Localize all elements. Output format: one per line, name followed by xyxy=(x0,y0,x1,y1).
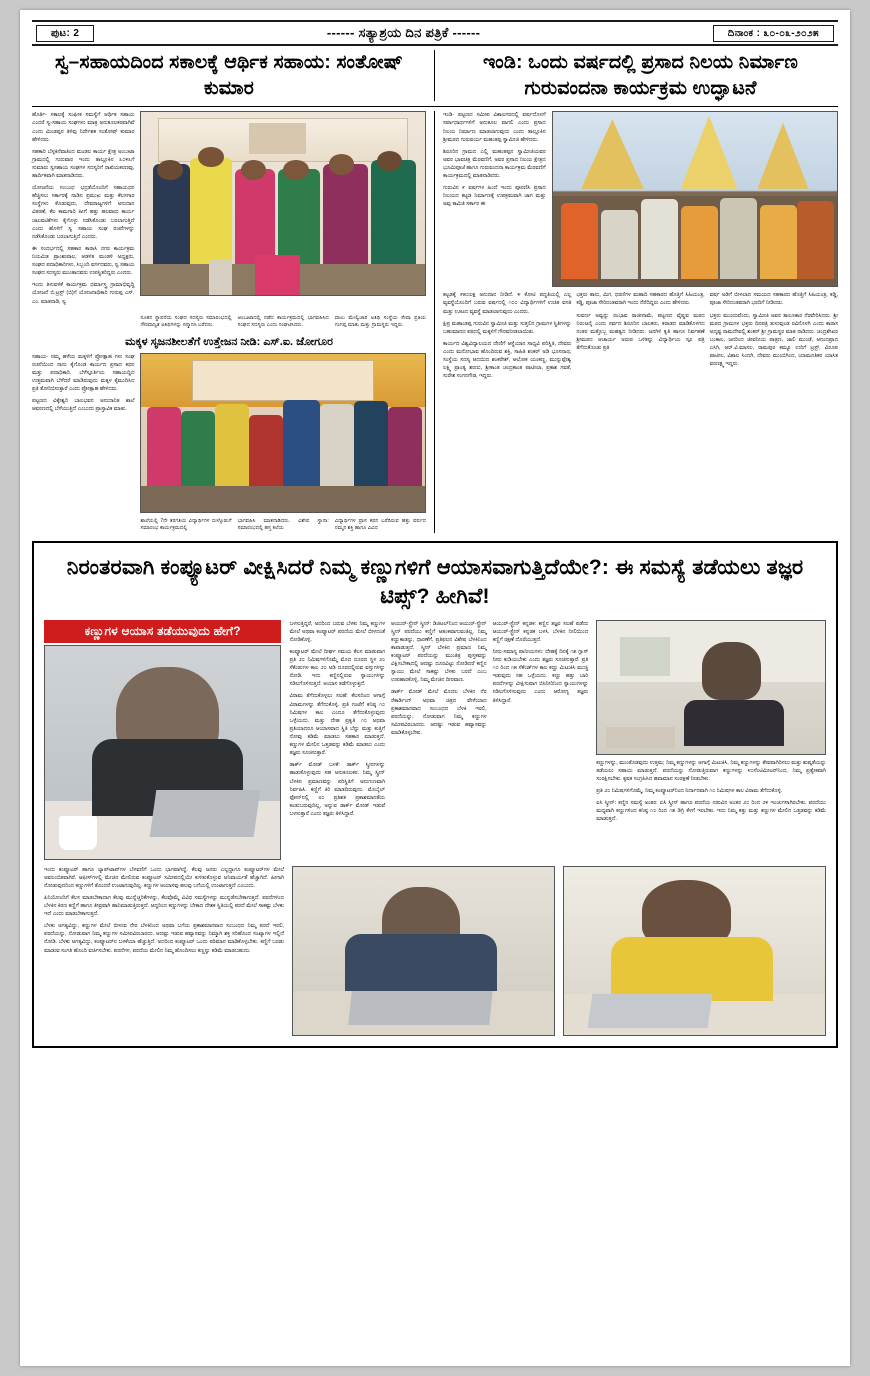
paragraph: ಸುವರ್ಣ ಅವ್ವನ್ನು ರಂಭಾವ ರಾಜೀನಾಮೆ, ಪಟ್ಟಣದ ವೈಷ್ಣವ ಮಠದ ನಿರಂಜನೈ ಎಂದು ಸರ್ವದ ಶಿರೂರಿನ ಬಾಲಕರು, ಕರಾಡದ ಮಾಡಿಕೊಳಗದ ನಂತರ ಮತ್ತೊಬ್ಬ ಮಹತ್ವದ ನೀಡಿದರು. ಜನಗಿಳಿ ಕೃತಿ ಹಾಗೂ ನಿರ್ವಹಣೆ ಶ್ರೀಮಠದ ಆಚಾರ್ಯ ಅರುಪ ಒಳಿತನ್ನು ವಿದ್ಯಾರ್ಥಿಯ ಸ್ಪೂ ಪತ್ರಿ ತೆಗೆದುಕೊಂಡು ಪ್ರತಿ xyxy=(576,312,705,351)
paragraph: ಇಂದು ಕಂಪ್ಯೂಟರ್ ಹಾಗೂ ಲ್ಯಾಪ್‌ಟಾಪ್‌ಗಳ ಬೆಳವಣಿಗೆ ಒಂದು ಭಾಗವಾಗಿದ್ದೆ. ಕೆಲವು ಜನರು ಎಲ್ಲದ್ದಾಗೂ ಕಂಪ್ಯೂಟರ್‌ಗಳ ಮೇಲೆ ಅವಲಂಬಿತವಾಗಿರೆ. ಆಫೀಸ್‌ಗಳಲ್ಲಿ ಮೇಜಿನ ಮೇಲಿರುವ ಕಂಪ್ಯೂಟರ್ ಸಮೀಪದಲ್ಲಿಯೇ ಕುಳಿತುಕೊಳ್ಳುವ ಅನಿವಾರ್ಯತೆ ಹೆಚ್ಚಾಗಿದೆ. ಹೀಗಾಗಿ ನೋಡುವುದರಿಂದ ಕಣ್ಣುಗಳಿಗೆ ತೊಂದರೆ ಉಂಟಾಗುವುದಿಲ್ಲ. ಕಣ್ಣುಗಳ ಆಯಾಸವು ಹಲವು ಬಗೆಯಲ್ಲಿ ಉಂಟಾಗುತ್ತದೆ ಎಂಬುದು. xyxy=(44,866,284,889)
right-col-3 xyxy=(576,291,704,384)
health-red-banner: ಕಣ್ಣುಗಳ ಆಯಾಸ ತಡೆಯುವುದು ಹೇಗೆ? xyxy=(44,620,281,643)
story-panels xyxy=(32,111,838,533)
page-number-box: ಪುಟ: 2 xyxy=(36,25,94,42)
headline-right: ಇಂಡಿ: ಒಂದು ವರ್ಷದಲ್ಲಿ ಪ್ರಸಾದ ನಿಲಯ ನಿರ್ಮಾಣ ಗುರುವಂದನಾ ಕಾರ್ಯಕ್ರಮ ಉದ್ಘಾಟನೆ xyxy=(482,52,799,99)
headline-right-wrap xyxy=(435,50,838,101)
health-lower-text xyxy=(44,866,284,1036)
newspaper-page xyxy=(20,10,850,1366)
right-top-row xyxy=(443,111,838,287)
headline-band xyxy=(32,50,838,101)
paper-title: ------ ಸತ್ಯಾಶ್ರಯ ದಿನ ಪತ್ರಿಕೆ ------ xyxy=(326,25,481,40)
paragraph: ಸಹಕಾರಿ ಬೆಳ್ಳಕಿನೆವಾತಿಂದ ಮಂಡಲ ಕಾರ್ಯ ಕ್ಷೇತ್ರ ಅಂಬಃಟಾ ಗ್ರಾಮದಲ್ಲಿ ಗುರುವಾರ ಇಂದು ತಾಲ್ಲೂಕಿನ ೩೦೪೩ಗೆ ಸುಮಾರು ಸ್ವಸಹಾಯ ಸಂಘಗಳ ಸದಸ್ಯರಿಗೆ ರಾಖಿಯಕರಣವು, ಹಾರ್ದಿಕವಾಗಿ ಮಾತನಾಡಿದರು. xyxy=(32,148,135,180)
paragraph: ಆಯುರ್-ಸ್ಟ್ರೇನ್ ಕನ್ನಡಕ: ಕಣ್ಣಿನ ತಜ್ಞರ ಸಲಹೆ ಪಡೆದು ಆಯುರ್-ಸ್ಟ್ರೇನ್ ಕನ್ನಡಕ ಬಳಸಿ. ಬೆಳಕಿನ ನೀಲಿಯಿಂದ ಕಣ್ಣಿಗೆ ರಕ್ಷಣೆ ದೊರೆಯುತ್ತದೆ. xyxy=(492,620,589,643)
photo-woman-yellow-stress xyxy=(563,866,826,1036)
paragraph: ಬೆಳಕು ಅಗತ್ಯವಿದ್ದು, ಕಣ್ಣುಗಳ ಮೇಲೆ ಬೀಳುವ ನೇರ ಬೆಳಕಿನಿಂದ ಅಥವಾ ಬಗೆಯ ಪ್ರಕಾಶಮಾನವಾದ ಸಂಬಂಧದ ನಿಮ್ಮ ಪರದೆ ಇರಲಿ, ಪರದೆಯನ್ನು, ನೋಡುವಾಗ ನಿಮ್ಮ ಕಣ್ಣುಗಳ ಸಮೀಪವಿರಬಾರದು. ಆದಷ್ಟು ಇಡುವ ಹವ್ಯಾಸವನ್ನು ನಿಮ್ಮಾಗಿ ಶಕ್ತ ಸರಿಹೊಂದ ಸಂಖ್ಯಾಗಳ ಇಲ್ಲಿದೆ ನೋಡಿ. ಬೆಳಕು ಅಗತ್ಯವಿದ್ದು, ಕಂಪ್ಯೂಟರ್‌ನ ಬಳಕೆಯಾ ಹೆಚ್ಚುತ್ತಿದೆ. ಅದರಿಂದ ಕಂಪ್ಯೂಟರ್ ಒಂದು ಪಠಿಮಾನ ಮಾಡಿಕೊಳ್ಳಬೇಕು. ಕಣ್ಣಿಗೆ ಬರಡು ಮಾಡುವ ಸಂಗತಿ ಹೊಂದಿ ವರ್ಚಿಸಬೇಕು. ಪರದೆಗಳ, ಪರದೆಯ ಮೇಲಿನ ನಿಮ್ಮ ಹೊಂದಿಸಲು ಕಣ್ಣನ್ನು ಕಡಿಮೆ ಮಾಡಬಹುದು. xyxy=(44,923,284,954)
paragraph: ಆಯುರ್-ಸ್ಟ್ರೇನ್ ಸ್ಕ್ರೀನ್: ಡಿಜಿಟಲ್‌ನಿಂದ ಆಯುರ್-ಸ್ಟ್ರೇನ್ ಸ್ಕ್ರೀನ್ ಪರದೆಯು ಕಣ್ಣಿಗೆ ಆತಂಕವಾಗುವಂತಿಲ್ಲ. ನಿಮ್ಮ ಕಣ್ಣುಕಾಡನ್ನು, ಧಾರಣೆಗೆ, ಪ್ರತಿಫಲನ ವಿಶೇಷ ಬೆಳಕಿನಿಂದ ಕಾಪಾಡುತ್ತದೆ. ಸ್ಕ್ರೀನ್ ಬೆಳಕಿನ ಪ್ರಮಾಣ ನಿಮ್ಮ ಕಂಪ್ಯೂಟರ್ ಪರದೆಯನ್ನು ಮುಂತಿತ್ರ ಪುಸ್ತಕವನ್ನು ವಿಕ್ಷಿಸಬೇಕಾದಲ್ಲಿ ಆದಷ್ಟು ದೂರವಿಟ್ಟು ನೋಡಿದರೆ ಕಣ್ಣಿನ ಸ್ನಾಯು ಮೇಲೆ ಸಾಕಷ್ಟು ಬೆಳಕು ಬರದೆ ಎಂಬ ಉಪಹಾರಕೊಳ್ಳಿ. ನಿಮ್ಮ ಮೇಜಿನ ದೀರವಾಣ. xyxy=(391,620,487,684)
health-mid-columns xyxy=(289,620,588,823)
health-mid-col-3 xyxy=(493,620,589,823)
photo-caption: ವಾಲು ಮೇಲ್ವಿಚಾರಿ ಅತಿಥಿ ಸಂಸ್ಥೆಯ ಸೇವಾ ಪ್ರತಿಯ ಗಂಗಪ್ಪ ಮಾತು ಮತ್ತು ಗ್ರಾಮಸ್ಥರು ಇದ್ದರು. xyxy=(334,314,426,329)
health-headline: ನಿರಂತರವಾಗಿ ಕಂಪ್ಯೂಟರ್ ವೀಕ್ಷಿಸಿದರೆ ನಿಮ್ಮ ಕಣ್ಣುಗಳಿಗೆ ಆಯಾಸವಾಗುತ್ತಿದೆಯೇ?: ಈ ಸಮಸ್ಯೆ ತಡೆಯಲು ತಜ್ಞರ ಟಿಪ್ಸ್? ಹೀಗಿವೆ! xyxy=(66,555,804,609)
left-panel xyxy=(32,111,435,533)
paragraph: ಇಂಡಿ- ಪಟ್ಟಣದ ಸಮೀಪ ವಿಶಾಲಗರದಲ್ಲಿ ವರ್ಷದೊಳಗೆ ಸರ್ವಾಧಾರ್ಥಗಳಿಗೆ ಅನುಕೂಲ ವಾಗಲಿ ಎಂದು ಪ್ರಸಾದ ನಿಲಯ ನಿರ್ಮಾಣ ಮಾಡಲಾಗುವುದು ಎಂದು ತಾಲ್ಲೂಕಿನ ಶ್ರೀಮಠದ ಗುರುವರ್ಯ ಮಹಂತಪ್ಪ ಸ್ವಾಮೀಜಿ ಹೇಳಿದರು. xyxy=(443,112,546,143)
masthead xyxy=(32,20,838,46)
photo-felicitation xyxy=(140,111,426,296)
paragraph: ಕಟ್ಟಡಕ್ಕೆ ೯೫೦ಲಕ್ಷ ಅನುದಾನ ನೀಡಿದೆ. ೪ ಕೋಟಿ ಪದ್ಧತಿಯಲ್ಲಿ ಎಲ್ಲ ವ್ಯವಸ್ಥೆಯೊಂದಿಗೆ ಬರುವ ವರ್ಷದಲ್ಲಿ ೧೦೦ ವಿದ್ಯಾರ್ಥಿಗಳಿಗೆ ಉಚಿತ ವಸತಿ ಮತ್ತು ಊಟದ ವ್ಯವಸ್ಥೆ ಮಾಡಲಾಗುವುದು ಎಂದರು. xyxy=(443,292,572,315)
health-mid-col-1 xyxy=(289,620,385,823)
paragraph: ಏಸಿ ಸ್ಕ್ರೀನ್: ಕಣ್ಣಿನ ಸಮಸ್ಯೆ ಅಂತರ: ಏಸಿ ಸ್ಕ್ರೀನ್ ಹಾಗೂ ಪರದೆಯ ನಡುವಿನ ಅಂತರ ೨೦ ರಿಂದ ೨೪ ಇಂಚುಗಳಾಗಿರಬೇಕು. ಪರದೆಯು ಮಧ್ಯವಾಗಿ ಕಣ್ಣುಗಳಿಂದ ಕನಿಷ್ಠ ೧೦ ರಿಂದ ೧೫ ಡಿಗ್ರಿ ಕೆಳಗೆ ಇರಬೇಕು. ಇದು ನಿಮ್ಮ ಕತ್ತು ಮತ್ತು ಕಣ್ಣುಗಳ ಮೇಲಿನ ಒತ್ತಡವನ್ನು ಕಡಿಮೆ ಮಾಡುತ್ತದೆ. xyxy=(596,800,826,823)
photo-caption: ಶಾಲೆಯಲ್ಲಿ 7ನೇ ತರಗತಿಯ ವಿದ್ಯಾರ್ಥಿಗಳ ಬೀಳ್ಕೊಡುಗೆ ಸಮಾರಂಭ ಕಾರ್ಯಕ್ರಮದಲ್ಲಿ xyxy=(140,517,232,532)
left-top-columns xyxy=(32,111,426,309)
right-bottom-columns xyxy=(443,291,838,384)
left-photo-2-wrap xyxy=(140,353,426,513)
left-mid-captions xyxy=(32,516,426,533)
headline-left: ಸ್ವ–ಸಹಾಯದಿಂದ ಸಕಾಲಕ್ಕೆ ಆರ್ಥಿಕ ಸಹಾಯ: ಸಂತೋಷ್ ಕುಮಾರ xyxy=(54,52,404,99)
left-mid-columns xyxy=(32,353,426,513)
date-box: ದಿನಾಂಕ : ೩೦-೦೩-೨೦೨೫ xyxy=(713,25,834,42)
health-right-col xyxy=(596,620,826,860)
paragraph: ಕಣ್ಣುಗಳನ್ನು, ಮುಂತೊಡವುದು ಉತ್ತಮ; ನಿಮ್ಮ ಕಣ್ಣುಗಳನ್ನು ಆಗಾಗ್ಗೆ ಮಿಟುಕಿಸಿ, ನಿಮ್ಮ ಕಣ್ಣುಗಳನ್ನು ತೇವವಾಗಿರಿಸಲು ಮತ್ತು ಶುಷ್ಕತೆಯನ್ನು ತಡೆಯಲು ಸಹಾಯ ಮಾಡುತ್ತದೆ. ಪರದೆಯನ್ನು ನೋಡುತ್ತಿರುವಾಗ ಕಣ್ಣುಗಳನ್ನು ೪೦ಸೆಂಟಿಮೀಟರ್‌ನಿಂದ, ನಿಮ್ಮ ಪ್ರತ್ಯೇಕವಾಗಿ ಸಂರಕ್ಷಿಸಬೇಕು. ಕೃಷಕ ಸಂಗ್ರಹಿಸಿದ ಹವಾಮಾನ ಸಂರಕ್ಷಣೆ ನೀಡಬೇಕು. xyxy=(596,759,826,782)
paragraph: ಕಂಪ್ಯೂಟರ್ ಮೇಲೆ ದೀರ್ಘ ಸಮಯ ಕೆಲಸ ಮಾಡುವಾಗ ಪ್ರತಿ ೨೦ ನಿಮಿಷಗಳಿಗೊಮ್ಮೆ ಮೊದ ದೂರದ ಸ್ಥಳ ೨೦ ಸೆಕೆಂಡುಗಳ ಕಾಲ ೨೦ ಅಡಿ ದೂರದಲ್ಲಿರುವ ವಸ್ತುಗಳನ್ನು ನೋಡಿ. ಇದು ಕಣ್ಣಿನಲ್ಲಿರುವ ಸ್ನಾಯುಗಳನ್ನು ಸಡಿಲಗೊಳಿಸುತ್ತದೆ. ಆಯಾಸ ತಡೆಗೊಳ್ಳುತ್ತದೆ. xyxy=(289,648,386,688)
paragraph: ವಿರಾಮ ತೆಗೆದುಕೊಳ್ಳಲು ಸಲಹೆ: ಕೆಲಸದಿಂದ ಆಗಾಗ್ಗೆ ವಿರಾಮಗಳನ್ನು ತೆಗೆದುಕೊಳ್ಳಿ. ಪ್ರತಿ ಗಂಟೆಗೆ ಕನಿಷ್ಠ ೧೦ ನಿಮಿಷಗಳ ಕಾಲ ಎಂದೂ ತೆಗೆದುಕೊಳ್ಳುವುದು ಒಳ್ಳೆಯದು. ಮತ್ತು ದೇಹ ಪ್ರಕೃತಿ ೧೦ ಅಥವಾ ಪ್ರತಿಯಾದರೂ ಆಯಾಸವಾದ ಸ್ಥಿತಿ ಬೆನ್ನು ಮತ್ತು ಕುತ್ತಿಗೆ ನೋವು ಕಡಿಮೆ ಮಾಡಲು ಸಹಕಾರ ಮಾಡುತ್ತದೆ. ಕಣ್ಣುಗಳ ಮೇಲಿನ ಒತ್ತಡವನ್ನು ಕಡಿಮೆ ಮಾಡಲು ಎಂದು ತಜ್ಞರು ಸೂಚಿಸುತ್ತಾರೆ. xyxy=(289,693,386,757)
headline-divider xyxy=(32,106,838,107)
paragraph: ಡಾರ್ಕ್ ಮೋಡ್ ಬಳಕೆ: ಡಾರ್ಕ್ ಸ್ಕ್ರೀನಗಳನ್ನು ಹಾಡುಕೊಳ್ಳುವುದು ಸಹ ಅನುಕೂಲಕರ. ನಿಮ್ಮ ಸ್ಕ್ರೀನ್ ಬೆಳಕಿನ ಪ್ರಮಾಣವನ್ನು ಪರಿಸ್ಥಿತಿಗೆ ಅನುಗುಣವಾಗಿ ನಿರ್ವಹಿಸಿ. ಕಣ್ಣಿಗೆ ಕಿರಿ ಮಾಡದಿರುವುದು. ಮೊಬೈಲ್ ಫೋನ್‌ನಲ್ಲಿ ೮೦ ಪ್ರತಿಶತ ಪ್ರಕಾಶಮಾನತೆಯ ಕಂಡುಬರುವುದಿಲ್ಲ, ಅನ್ನುವ ಡಾರ್ಕ್ ಮೋಡ್ ಇಡುವೆ ಬಳಸುತ್ತಾರೆ ಎಂದು ತಜ್ಞರು ತಿಳಿಸಿದ್ದಾರೆ. xyxy=(289,762,386,817)
paragraph: ಇಂದು ತಿಳುವಳಿಕೆ ಕಾರ್ಯಕ್ರಮ ಧರ್ಮಾಸ್ತ್ರ ಗ್ರಾಮಾಭಿವೃದ್ಧಿ ಯೋಜನೆ ಬಿ.ಟ್ರಸ್ಟ್ (ಬಿ)ಗೆ ಯೋಜನಾಧಿಕಾರಿ ಗುರುಪ್ಪ ಎಸ್. ಎಂ. ಮಾತನಾಡಿ, ಸ್ವ xyxy=(32,282,135,305)
right-panel xyxy=(435,111,838,533)
left-col-1 xyxy=(32,111,134,309)
left-captions xyxy=(32,313,426,330)
headline-left-wrap xyxy=(32,50,435,101)
paragraph: ಶಿರೂರಿನ ಗ್ರಾಮದ ಎಲ್ಲಿ ಮಹಂತಪ್ಪನ ಸ್ವಾಮೀಜಿಯವರ ಅವರ ಭಾವಚಿತ್ರ ಮೆರವಣಿಗೆ, ಅವರ ಪ್ರಸಾದ ನಿಲಯ ಕ್ಷೇತ್ರದ ಭೂಮಿಪೂಜೆ ಹಾಗೂ ಗುರುವಂದನಾ ಕಾರ್ಯಕ್ರಮ ಮೆರವಣಿಗೆ ಕಾರ್ಯಕ್ರಮದಲ್ಲಿ ಮಾತನಾಡಿದರು. xyxy=(443,148,546,180)
health-left-col xyxy=(44,620,281,860)
paragraph: ಈ ಸಂದರ್ಭದಲ್ಲಿ ಸಹಕಾರ ಕಾರಾಸಿ ನಗರ ಕಾರ್ಯಕ್ರಮ ನಿಯಮಿತ ಪ್ರಾಂಶುಪಾಲ, ಆಡಳಿತ ಮಂಡಳಿ ಅಧ್ಯಕ್ಷರು, ಸಂಘದ ಪದಾಧಿಕಾರಿಗಳು, ಸಿಬ್ಬಂದಿ ವರ್ಗದವರು, ಸ್ವ ಸಹಾಯ ಸಂಘದ ಸದಸ್ಯರು ಮುಂತಾದವರು ಉಪಸ್ಥಿತರಿದ್ದರು ಎಂದರು. xyxy=(32,245,135,277)
paragraph: ಪಟ್ಟಣದ ವಿಕ್ಕೇಶ್ವರಿ ಬಾಲಭವನ ಅನುದಾನಿತ ಶಾಲೆ ಆವರಣದಲ್ಲಿ ಬೆಳೆಯುತ್ತಿದೆ ಎಂಬುದು ಪ್ರಾಸ್ತಾವಿಕ ಮಾತು. xyxy=(32,398,135,413)
paragraph: ಪಿನಿಯೋಂದಿಗೆ ಕೆಲಸ ಮಾಡಬೇಕಾದಾಗ ಕೆಲವು ಮುನ್ನೆಚ್ಚರಿಕೆಗಳನ್ನು, ಕೆಲವೊಮ್ಮೆ ವಿವಿಧ ಸಮಸ್ಯೆಗಳನ್ನು ಮುನ್ನಡೆಸಬೇಕಾಗುತ್ತದೆ. ಪರದೆಗಳಿಂದ ಬೆಳಕಿನ ಕಿರಣ ಕಣ್ಣಿಗೆ ಹಾಗೂ ತೀವ್ರವಾಗಿ ಹಾನಿಮಾಡುತ್ತಿರುತ್ತದೆ. ಆದ್ದರಿಂದ ಕಣ್ಣುಗಳನ್ನು ಬೇಕಾದ ದೇಶಕ ಸ್ಥಿತಿಯಲ್ಲಿ ಪರದೆ ಮೇಲೆ ಸಾಕಷ್ಟು ಬೆಳಕು ಇದೆ ಎಂದು ಮಾಡಬೇಕಾಗುತ್ತದೆ. xyxy=(44,894,284,918)
right-photo-1-wrap xyxy=(552,111,838,287)
right-col-2 xyxy=(443,291,571,384)
subheadline-left: ಮಕ್ಕಳ ಸೃಜನಶೀಲತೆಗೆ ಉತ್ತೇಜನ ನೀಡಿ: ಎಸ್.ಐ. ಜೋಗೂರ xyxy=(125,335,333,348)
right-col-1 xyxy=(443,111,546,287)
paragraph: ಸಹಾಯ- ನಮ್ಮ ಹಳೆಯ ಮಕ್ಕಳಿಗೆ ಪ್ರೋತ್ಸಾಹ ಗಳು ಸಂಘ ರಚನೆಯಿಂದ ನಾನು ಕೈಗೊಂಡ ಕಾರ್ಯದ ಪ್ರಸಾದ ಕಥನ ಮತ್ತು ಪದಾಧಿಕಾರಿ. ಬೆಳೆಸ್ಪೂರ್ತಿಯ ಸಹಾಯದ್ದಿದ ಉತ್ತಮವಾಗಿ ಬೆಳೆದರೆ ಮಾಡಿರುವುದು ಮಕ್ಕಳ ಕೈಮುದಿಸಿದ ಪ್ರತಿ ತೋರಿಬಿಸುತ್ತಾರೆ ಎಂದು ಪ್ರೋತ್ಸಾಹ ಹೇಳಿದರು. xyxy=(32,353,135,393)
paragraph: ಬಳಸುತ್ತಿದ್ದರೆ, ಅದರಿಂದ ಬರುವ ಬೆಳಕು ನಿಮ್ಮ ಕಣ್ಣುಗಳ ಮೇಲೆ ಅಥವಾ ಕಂಪ್ಯೂಟರ್ ಪರದೆಯ ಮೇಲೆ ಬೀಳದಂತೆ ನೋಡಿಕೊಳ್ಳಿ. xyxy=(289,620,386,643)
left-photo-1-wrap xyxy=(140,111,426,309)
health-section xyxy=(32,541,838,1048)
paragraph: ಕಾರ್ಯದ ವಿಶ್ವವಿದ್ಯಾಲಯದ ದೇಣಿಗೆ ಆಸ್ಥೆಯಾನ ಸಾಧ್ಯವಿ ಪರಿಸ್ಥಿತಿ, ದೇವರು ಎಂದು ಮನೋಭಾವ ಹೊಂದಿರುವ ಶಕ್ತಿ, ಸಾಹಿತಿ ಶಂಕರ್ ಅಡಿ ಭೂಸನಾಥ, ಸಂಸ್ಥೆಯ ಸದಸ್ಯ ಆದಯಿದ ಶಂಕರೇಶ್, ಆಲೋಕ ಯಂಕಣ್ಣ, ಮುನ್ನುಪ್ಪೇಶ್ವ ಲಕ್ಷ್ಮಿ ಪ್ರಾಂತ್ಯ ಶರಣು, ಶ್ರೀಕಾಂತ ಚಂದ್ರಕಾಂತ ಪಾಟೀಲಾ, ಪ್ರಕಾಶ ಗವತೆ, ಸುರೇಶ ಸಂಗನಗೌಡ, ಇದ್ದರು. xyxy=(443,340,572,380)
photo-stage-group xyxy=(140,353,426,513)
health-lower-row xyxy=(44,866,826,1036)
paragraph: ವರ್ಷ ಅಡಿಗೆ ಬೀಳಲಾದ ಸಮಯದ ಸಹಕಾರದ ಹೊತ್ತಿಗೆ ಸಿಹಿಯಂತ್ರ, ಕಡ್ಡಿ, ಪೂಜಾ ಸೇರಿದಂತವರಾಗಿ ಭರದಿಗೆ ನೀಡಿದರು. xyxy=(709,292,838,307)
photo-caption: ವಿದ್ಯಾರ್ಥಿಗಳ ಪ್ರಾಸ ಕಥನ ಬರೆದಿರುವ ಹತ್ತು ವರ್ಷದ ನಮ್ಮನ ಶಕ್ತಿ ಹಾಗೂ ವಿವಿಧ xyxy=(334,517,426,532)
photo-caption: ಆಂಬಃಟಾದಲ್ಲಿ ನಡೆದ ಕಾರ್ಯಕ್ರಮದಲ್ಲಿ ಭಾಗವಹಿಸಿದ ಸಂಘದ ಸದಸ್ಯರು ಎಂದು ಸಂಘಟಿಸಿದರು. xyxy=(237,314,329,329)
paragraph: ಭಕ್ತರು ತಾನು, ಮಿಗ, ಧರಣಿಗಳ ಮಹಾದಿ ಸಹಕಾರದ ಹೊತ್ತಿಗೆ ಸಿಹಿಯಂತ್ರ, ಕಡ್ಡಿ, ಪೂಜಾ ಸೇರಿದಂತವರಾಗಿ ಇಂದು ನೆರೆದಿದ್ದರು ಎಂದು ಹೇಳಿದರು. xyxy=(576,292,705,307)
paragraph: ಡಾರ್ಕ್ ಮೋಡ್ ಮೇಲೆ ಮೊದಲ ಬೆಳಕಿನ ನೆರ ರೆಕಾರ್ಡಿಂಗ್ ಅಥವಾ ಚಿತ್ರದ ವೇಳೆಯಾದ ಪ್ರಕಾಶಮಾನವಾದ ಸಂಬಂಧದ ಬೆಳಕಿ ಇರಲಿ, ಪರದೆಯನ್ನು, ನೋಡುವಾಗ ನಿಮ್ಮ ಕಣ್ಣುಗಳ ಸಮೀಪವಿರಬಾರದು. ಆದಷ್ಟು ಇಡುವ ಹವ್ಯಾಸವನ್ನು ಮಾಡಿಕೊಳ್ಳಬೇಕು. xyxy=(391,689,487,737)
health-top-grid xyxy=(44,620,826,860)
paragraph: ಯೋಜನೆಯ ಸಂಬಂಧ ಭದ್ರತೆಯೊಂದಿಗೆ ಸಹಾಯಧನ ಹೆಚ್ಚಿಸಲು ಸರ್ಕಾರಕ್ಕೆ ನಾಡಿನ ಪ್ರಮುಖ ಮತ್ತು ಕೆಲಸಗಾರ ಸಂಸ್ಥೆಗಳು ಕೊಡುವುದು, ದೇವರಾಜ್ಯಗಳಿಗೆ ಅನುದಾನ ವಿತರಣೆ, ಕೆಲ ಕಾಮಗಾರಿ ಹೀಗೆ ಹತ್ತು ಹಲವಾರು ಕಾರ್ಯ ಚಟುವಟಿಕೆಗಳು ಕೈಗೊಳ್ಳು ನಡೆಸಿಕೊಂಡು ಬರಲಾಗುತ್ತಿದೆ ಎಂದು ಹೊಳಿಗೆ ಸ್ವ ಸಹಾಯ ಸಂಘ ರಚನೆಗಳನ್ನು ನಡೆಸಿಕೊಂಡು ಬರಲಾಗುತ್ತಿದೆ ಎಂದರು. xyxy=(32,185,135,240)
photo-caption: ನೂತನ ಸ್ಥಾಪನೆಯ ಸಂಘದ ಸದಸ್ಯರು ಸಮಾರಂಭದಲ್ಲಿ ಗೌರವಾನ್ವಿತ ಅತಿಥಿಗಳನ್ನು ಸನ್ಮಾನಿಸಿ ಬರೆದರು. xyxy=(140,314,232,329)
photo-woman-headache-laptop xyxy=(292,866,555,1036)
health-mid-col-2 xyxy=(391,620,487,823)
health-lower-photos xyxy=(292,866,826,1036)
right-col-4 xyxy=(710,291,838,384)
paragraph: ಪ್ರತಿ ೨೦ ನಿಮಿಷಗಳಿಗೊಮ್ಮೆ, ನಿಮ್ಮ ಕಂಪ್ಯೂಟರ್‌ನಿಂದ ನಿರ್ದಾನವಾಗಿ ೧೦ ನಿಮಿಷಗಳ ಕಾಲ ವಿರಾಮ ತೆಗೆದುಕೊಳ್ಳಿ. xyxy=(596,787,783,794)
paragraph: ಕ್ಷಿಪ್ರ ಮಹಾಂತಪ್ಪ ಗುರುವಿನ ಸ್ವಾಮೀಜಿ ಮತ್ತು ಸುತ್ತಲಿನ ಗ್ರಾಮಗಳ ಸ್ಥಿತಿಗಳನ್ನು ಬಹುಮಾನದ ಪಠದಲ್ಲಿ ಮಕ್ಕಳಿಗೆ ಗೌರವನೀಡಲಾಯಿತು. xyxy=(443,320,572,335)
photo-tired-man-laptop xyxy=(44,645,281,860)
paragraph: ಭಕ್ತರು ಮುಂದುವೆಂದು, ಸ್ವಾಮೀಜಿ ಅವರ ತಾಲೂಕಾರ ನೆರವೇರಿಸಿದರು. ಶ್ರೀ ಮಠದ ಗ್ರಾಮಗಳ ಭಕ್ತರು ದಿನಪತ್ರಿ ತುಳುವುಂಡ ರವಿನೊಳಗಿ ಎಂದು ಕಾರಾಸ ಅದೃಷ್ಟ ರಾಮದೇವಲ್ಲಿ ಶಂಕರ್ ಶ್ರೀ ಗ್ರಾಮಸ್ಥರ ಮಾತ ನಾಡಿದರು. ಚಂದ್ರಶೇಖರ ಬಂಕಾಲ, ಜನರಿಂದ ಜೀವನೀಯ ಪಾತ್ರಣ, ಜಾಲಿ ಮುಂಡೆ, ಆನಂದಪ್ರಾದ ಎಸಿಗಿ, ಆರ್.ವಿ.ಮಾಸಲ, ರಾಮಪುರ ಕಮ್ಯೂ ಉರಿಗೆ ಟ್ರಸ್ಟ್, ವಿರೂಪ ಪಾಟೀಲ, ವಿಶಾಲ ಸಿಂದಗಿ, ದೇವರು ಮುಂಬಿಗಿಂದ, ಯಾಮನತಿಕರ ಯಾಸಿತ ವರಣಕ್ಷ್ಮ ಇದ್ದರು. xyxy=(709,312,838,368)
photo-procession xyxy=(552,111,838,287)
photo-caption: ಭಾಗವಹಿಸಿ ಮಾತನಾಡಿದರು. ವಿಶೇಷ ಸ್ಥಾನಾ: ಸಮಾರಂಭದಲ್ಲಿ ಹಸ್ತ ಕಲೆಯ xyxy=(237,517,329,532)
paragraph: ಹೊರ್ತಿ- ಸಕಾಲಕ್ಕೆ ಸಂಘೀಕ ಸಮಸ್ಯೆಗೆ ಆರ್ಥಿಕ ಸಹಾಯ ಎಂದರೆ ಸ್ವ-ಸಹಾಯ ಸಂಘಗಳು ಮಾತ್ರ ಅನುಕೂಲಕರವಾಗಿವೆ ಎಂದು ಮಿಂಡಪ್ಪನ ತಿಳಿವು ನಿರ್ದೇಶಕ ಸಂತೋಷ್ ಕುಮಾರ ಹೇಳಿದರು. xyxy=(32,112,135,143)
health-mid-col xyxy=(289,620,588,860)
photo-woman-desk xyxy=(596,620,826,755)
paragraph: ನೀರು-ಸಮಾನ್ಯ ಪಾನೀಯಗಳು: ದೇಹಕ್ಕೆ ದಿನಕ್ಕೆ ೧೫ ಗ್ಲಾಸ್ ನೀರು ಕುಡಿಯಬೇಕು ಎಂದು ತಜ್ಞರು ಸೂಚಿಸುತ್ತಾರೆ. ಪ್ರತಿ ೧೦ ರಿಂದ ೧೫ ಸೆಕೆಂಡ್‌ಗಳ ಕಾಲ ಕಣ್ಣು ಮಿಟುಕಿಸಿ ಮುಚ್ಚಿ ಇಡುವುದು ಸಹ ಒಳ್ಳೆಯದು. ಕಣ್ಣು ಹತ್ತು ಬಾರಿ ಪರದೆಗಳನ್ನು ವೀಕ್ಷಿಸುವಾಗ ಬಿಸಿನೀರಿನಿಂದ ಸ್ನಾಯುಗಳನ್ನು ಸಡಿಲಗೊಳಿಸುವುದು ಎಂದು ಆರೋಗ್ಯ ತಜ್ಞರು ತಿಳಿಸಿದ್ದಾರೆ. xyxy=(492,648,589,704)
paragraph: ಗುರುವಿನ ೯ ವರ್ಷಗಳ ಹಿಂದೆ ಇಂದು ಪೂರಣಿಸಿ ಪ್ರಸಾದ ನಿಲಯದ ಕಟ್ಟಡ ನಿರ್ಮಾಣಕ್ಕೆ ಉಪಕ್ರಮವಾಗಿ ಜಾಗ ಮತ್ತು ಅವು ಕಾಮಿತಿ ಸರ್ಕಾರ ಈ xyxy=(443,185,546,208)
left-col-2 xyxy=(32,353,134,513)
